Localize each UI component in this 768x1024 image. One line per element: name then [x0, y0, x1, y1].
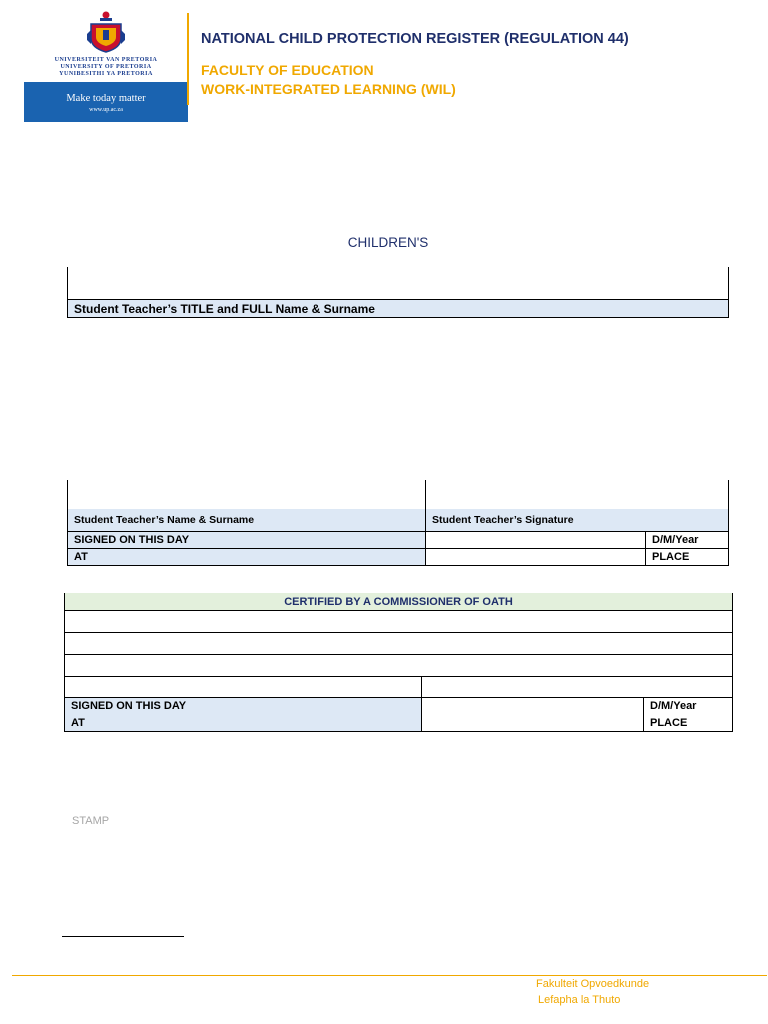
header-divider [187, 13, 189, 105]
section-title: CHILDREN'S [347, 235, 429, 250]
commissioner-signature-entry[interactable] [422, 677, 732, 697]
university-logo [24, 8, 188, 122]
student-name-label: Student Teacher’s TITLE and FULL Name & Surname [68, 300, 728, 317]
commissioner-field-1[interactable] [65, 611, 732, 632]
date-format-label: D/M/Year [652, 534, 699, 546]
commissioner-heading: CERTIFIED BY A COMMISSIONER OF OATH [65, 593, 732, 610]
student-name-entry[interactable] [68, 480, 425, 509]
commissioner-date-place-field[interactable] [422, 698, 643, 731]
place-label: PLACE [652, 551, 690, 563]
commissioner-at-label: AT [65, 714, 421, 731]
student-signature-label: Student Teacher’s Signature [426, 509, 728, 531]
commissioner-date-format-label: D/M/Year [650, 700, 697, 712]
student-name-surname-label: Student Teacher’s Name & Surname [68, 509, 425, 531]
document-title: NATIONAL CHILD PROTECTION REGISTER (REGULATION 44) [201, 31, 629, 47]
commissioner-signed-day-label: SIGNED ON THIS DAY [65, 698, 421, 714]
footer-line-1: Fakulteit Opvoedkunde [536, 978, 650, 990]
commissioner-field-3[interactable] [65, 655, 732, 676]
student-name-field[interactable] [68, 267, 728, 299]
logo-top [24, 8, 188, 82]
at-label: AT [68, 549, 425, 565]
logo-tagline: Make today matter [66, 93, 146, 104]
programme-title: WORK-INTEGRATED LEARNING (WIL) [201, 81, 456, 97]
footer-line-2: Lefapha la Thuto [538, 994, 621, 1006]
crest-icon [86, 10, 126, 54]
logo-university-line: YUNIBESITHI YA PRETORIA [59, 71, 153, 77]
signed-day-label: SIGNED ON THIS DAY [68, 532, 425, 548]
commissioner-field-2[interactable] [65, 633, 732, 654]
commissioner-place-label: PLACE [650, 716, 688, 729]
faculty-title: FACULTY OF EDUCATION [201, 62, 374, 78]
footer-divider [12, 975, 767, 976]
stamp-label: STAMP [72, 815, 110, 827]
logo-university-line: UNIVERSITY OF PRETORIA [60, 64, 152, 70]
student-signature-entry[interactable] [426, 480, 728, 509]
signature-line [62, 936, 184, 937]
signed-day-field[interactable] [426, 532, 645, 548]
logo-university-line: UNIVERSITEIT VAN PRETORIA [54, 57, 158, 63]
logo-url: www.up.ac.za [89, 107, 123, 113]
place-field[interactable] [426, 549, 645, 565]
commissioner-name-entry[interactable] [65, 677, 421, 697]
logo-band [24, 82, 188, 122]
